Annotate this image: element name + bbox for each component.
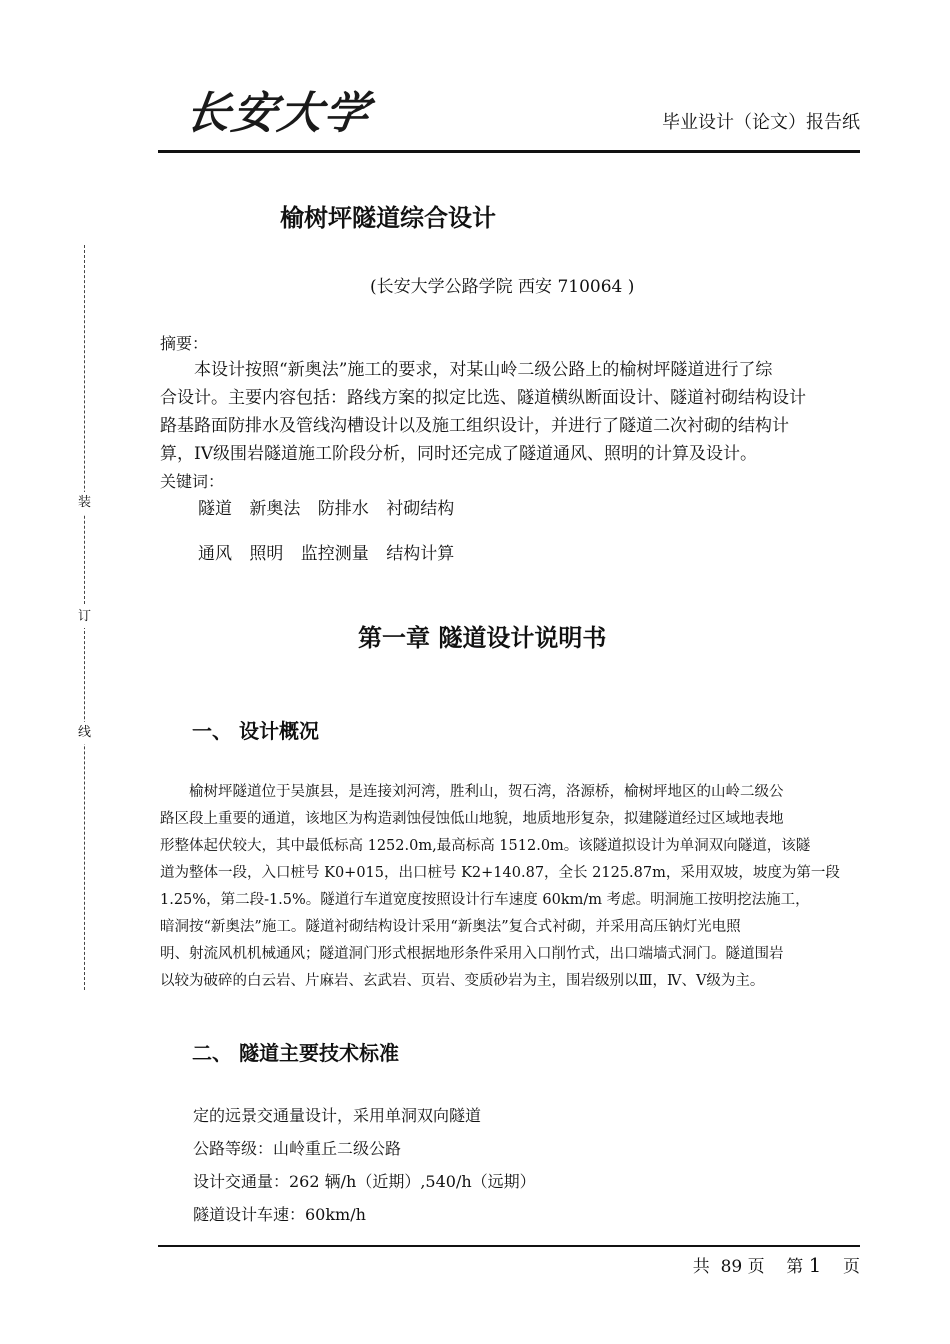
standards-line: 公路等级：山岭重丘二级公路 xyxy=(193,1139,402,1158)
overview-line: 榆树坪隧道位于吴旗县，是连接刘河湾，胜利山，贺石湾，洛源桥，榆树坪地区的山岭二级公 xyxy=(160,784,784,800)
keywords-line-1: 隧道 新奥法 防排水 衬砌结构 xyxy=(198,499,455,519)
overview-line: 明、射流风机机械通风；隧道洞门形式根据地形条件采用入口削竹式，出口端墙式洞门。隧道围岩 xyxy=(160,946,784,962)
overview-line: 道为整体一段，入口桩号 K0+015，出口桩号 K2+140.87，全长 2125.87m，采用双坡，坡度为第一段 xyxy=(160,865,840,881)
binding-char-zhuang: 装 xyxy=(78,492,91,514)
current-page-number: 1 xyxy=(808,1253,822,1277)
affiliation: (长安大学公路学院 西安 710064 ) xyxy=(370,277,635,297)
standards-line: 设计交通量：262 辆/h（近期）,540/h（远期） xyxy=(193,1172,536,1191)
overview-line: 1.25%，第二段-1.5%。隧道行车道宽度按照设计行车速度 60km/m 考虑。明洞施工按明挖法施工， xyxy=(160,892,810,908)
binding-char-xian: 线 xyxy=(78,722,91,744)
abstract-text xyxy=(160,356,860,468)
abstract-label: 摘要： xyxy=(160,334,209,353)
current-prefix: 第 xyxy=(786,1257,804,1277)
university-logo: 长安大学 xyxy=(182,88,374,139)
footer-divider xyxy=(158,1245,860,1247)
section-heading-standards: 二、 隧道主要技术标准 xyxy=(192,1041,399,1065)
abstract-line: 算，IV级围岩隧道施工阶段分析，同时还完成了隧道通风、照明的计算及设计。 xyxy=(160,444,757,464)
total-prefix: 共 xyxy=(692,1257,710,1277)
total-suffix: 页 xyxy=(747,1257,765,1277)
document-type-label: 毕业设计（论文）报告纸 xyxy=(662,112,860,133)
paper-title: 榆树坪隧道综合设计 xyxy=(280,204,496,232)
keywords-label: 关键词： xyxy=(160,472,225,491)
chapter-title: 第一章 隧道设计说明书 xyxy=(358,624,607,652)
abstract-line: 合设计。主要内容包括：路线方案的拟定比选、隧道横纵断面设计、隧道衬砌结构设计 xyxy=(160,388,806,408)
header-divider xyxy=(158,150,860,153)
overview-line: 形整体起伏较大，其中最低标高 1252.0m,最高标高 1512.0m。该隧道拟设计为单洞双向隧道，该隧 xyxy=(160,838,811,854)
binding-char-ding: 订 xyxy=(78,606,91,628)
abstract-line: 路基路面防排水及管线沟槽设计以及施工组织设计，并进行了隧道二次衬砌的结构计 xyxy=(160,416,789,436)
overview-line: 以较为破碎的白云岩、片麻岩、玄武岩、页岩、变质砂岩为主，围岩级别以Ⅲ，Ⅳ、Ⅴ级为主。 xyxy=(160,973,765,989)
section-overview-text xyxy=(160,779,860,995)
overview-line: 暗洞按“新奥法”施工。隧道衬砌结构设计采用“新奥法”复合式衬砌，并采用高压钠灯光电照 xyxy=(160,919,741,935)
total-pages: 89 xyxy=(720,1257,743,1277)
standards-line: 定的远景交通量设计，采用单洞双向隧道 xyxy=(193,1106,482,1125)
current-suffix: 页 xyxy=(843,1257,860,1277)
abstract-line: 本设计按照“新奥法”施工的要求，对某山岭二级公路上的榆树坪隧道进行了综 xyxy=(160,360,773,380)
standards-line: 隧道设计车速：60km/h xyxy=(193,1205,366,1224)
section-heading-overview: 一、 设计概况 xyxy=(192,719,319,743)
keywords-line-2: 通风 照明 监控测量 结构计算 xyxy=(198,544,455,564)
section-standards-list xyxy=(193,1099,536,1231)
page-counter xyxy=(693,1252,860,1280)
overview-line: 路区段上重要的通道，该地区为构造剥蚀侵蚀低山地貌，地质地形复杂，拟建隧道经过区域地表地 xyxy=(160,811,784,827)
